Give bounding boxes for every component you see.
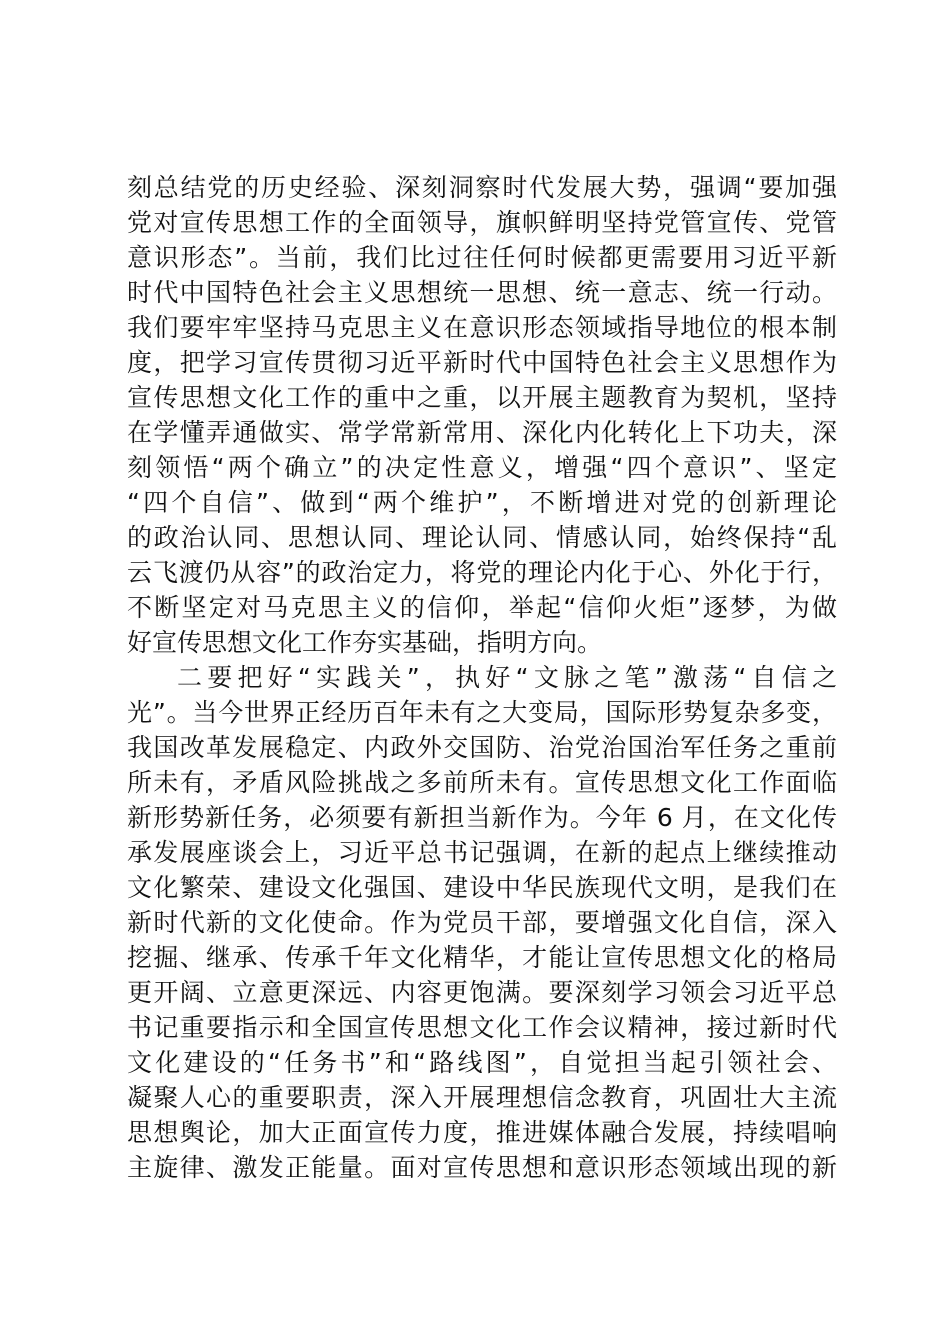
text-line: 刻领悟“两个确立”的决定性意义，增强“四个意识”、坚定 [127, 453, 837, 482]
text-line: 二要把好“实践关”，执好“文脉之笔”激荡“自信之 [177, 663, 837, 692]
text-line: 的政治认同、思想认同、理论认同、情感认同，始终保持“乱 [127, 523, 837, 552]
text-line: 刻总结党的历史经验、深刻洞察时代发展大势，强调“要加强 [127, 173, 837, 202]
text-line: 挖掘、继承、传承千年文化精华，才能让宣传思想文化的格局 [127, 943, 837, 972]
text-line: 主旋律、激发正能量。面对宣传思想和意识形态领域出现的新 [127, 1153, 837, 1182]
text-line: 意识形态”。当前，我们比过往任何时候都更需要用习近平新 [127, 243, 837, 272]
text-line: 所未有，矛盾风险挑战之多前所未有。宣传思想文化工作面临 [127, 768, 837, 797]
text-line: 云飞渡仍从容”的政治定力，将党的理论内化于心、外化于行， [127, 558, 837, 587]
text-line: 在学懂弄通做实、常学常新常用、深化内化转化上下功夫，深 [127, 418, 837, 447]
text-line: 文化繁荣、建设文化强国、建设中华民族现代文明，是我们在 [127, 873, 837, 902]
text-line: “四个自信”、做到“两个维护”，不断增进对党的创新理论 [127, 488, 837, 517]
text-line: 更开阔、立意更深远、内容更饱满。要深刻学习领会习近平总 [127, 978, 837, 1007]
text-line: 宣传思想文化工作的重中之重，以开展主题教育为契机，坚持 [127, 383, 837, 412]
text-line: 文化建设的“任务书”和“路线图”，自觉担当起引领社会、 [127, 1048, 837, 1077]
text-line: 时代中国特色社会主义思想统一思想、统一意志、统一行动。 [127, 278, 837, 307]
text-line: 书记重要指示和全国宣传思想文化工作会议精神，接过新时代 [127, 1013, 837, 1042]
text-line: 新时代新的文化使命。作为党员干部，要增强文化自信，深入 [127, 908, 837, 937]
body-text [127, 170, 837, 1185]
text-line: 承发展座谈会上，习近平总书记强调，在新的起点上继续推动 [127, 838, 837, 867]
text-line: 我国改革发展稳定、内政外交国防、治党治国治军任务之重前 [127, 733, 837, 762]
text-line: 不断坚定对马克思主义的信仰，举起“信仰火炬”逐梦，为做 [127, 593, 837, 622]
text-line: 好宣传思想文化工作夯实基础，指明方向。 [127, 628, 603, 657]
text-line: 党对宣传思想工作的全面领导，旗帜鲜明坚持党管宣传、党管 [127, 208, 837, 237]
text-line: 凝聚人心的重要职责，深入开展理想信念教育，巩固壮大主流 [127, 1083, 837, 1112]
paragraph-2 [127, 660, 837, 1185]
text-line: 度，把学习宣传贯彻习近平新时代中国特色社会主义思想作为 [127, 348, 837, 377]
paragraph-1 [127, 170, 837, 660]
text-line: 我们要牢牢坚持马克思主义在意识形态领域指导地位的根本制 [127, 313, 837, 342]
text-line: 光”。当今世界正经历百年未有之大变局，国际形势复杂多变， [127, 698, 837, 727]
text-line: 新形势新任务，必须要有新担当新作为。今年 6 月，在文化传 [127, 803, 837, 832]
text-line: 思想舆论，加大正面宣传力度，推进媒体融合发展，持续唱响 [127, 1118, 837, 1147]
